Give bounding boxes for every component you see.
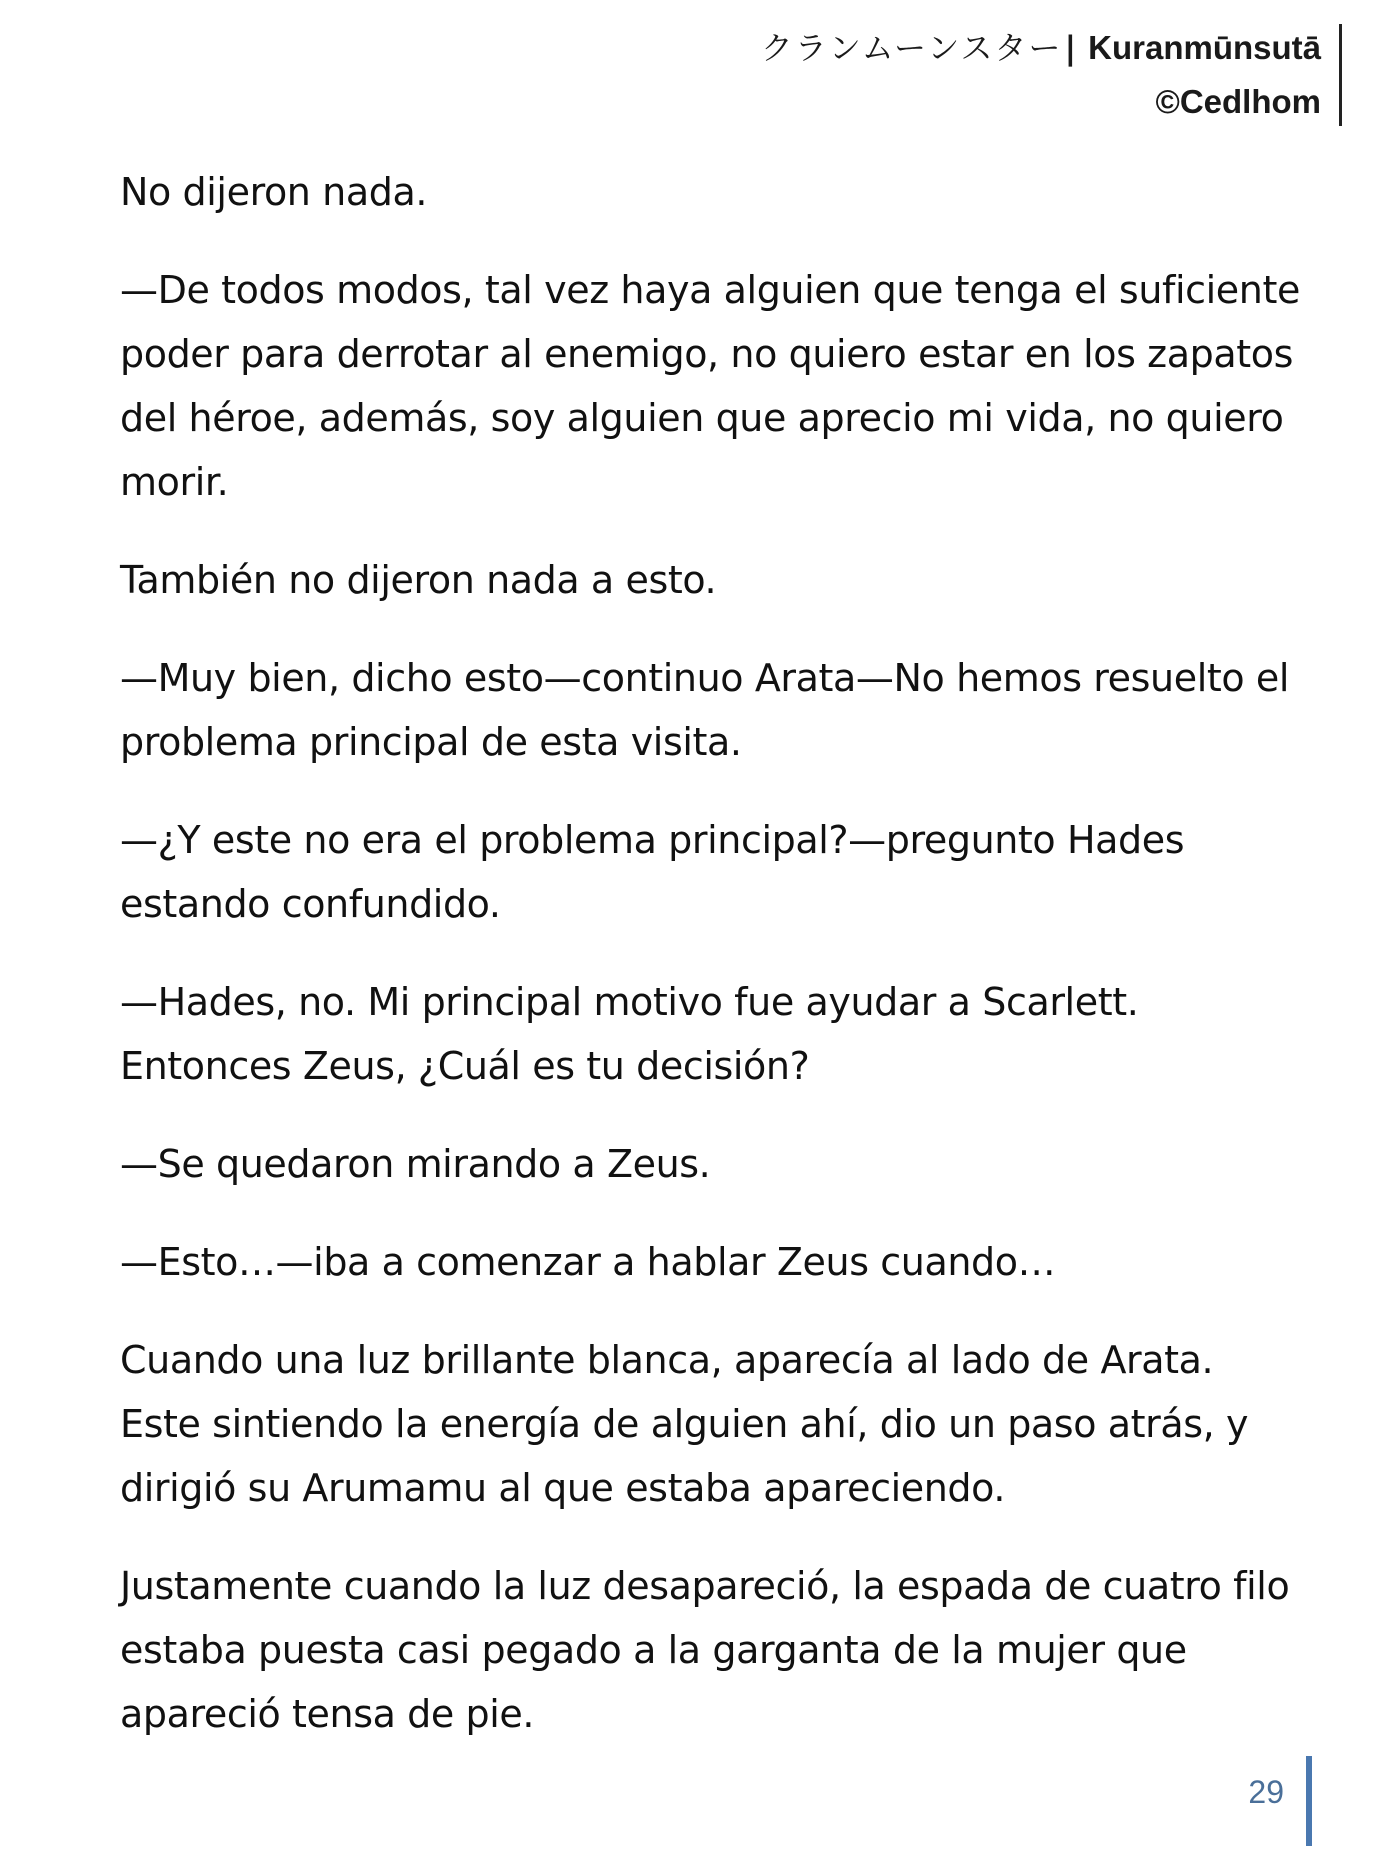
paragraph: —Se quedaron mirando a Zeus. [120, 1142, 711, 1186]
page-body [120, 160, 1300, 1780]
paragraph: —De todos modos, tal vez haya alguien que tenga el suficiente poder para derrotar al enemigo, no quiero estar en los zapatos del héroe, además, soy alguien que aprecio mi vida, no quiero morir. [120, 268, 1300, 504]
paragraph: Cuando una luz brillante blanca, aparecía al lado de Arata. Este sintiendo la energía de alguien ahí, dio un paso atrás, y dirigió su Arumamu al que estaba apareciendo. [120, 1338, 1249, 1510]
romanized-title: Kuranmūnsutā [1088, 29, 1321, 66]
page-number-bar [1306, 1756, 1312, 1846]
paragraph: También no dijeron nada a esto. [120, 558, 717, 602]
japanese-title: クランムーンスター [760, 29, 1063, 67]
page-footer [1248, 1756, 1312, 1846]
paragraph: —Esto…—iba a comenzar a hablar Zeus cuando… [120, 1240, 1056, 1284]
title-separator: | [1064, 29, 1077, 67]
paragraph: Justamente cuando la luz desapareció, la espada de cuatro filo estaba puesta casi pegado a la garganta de la mujer que apareció tensa de pie. [120, 1564, 1290, 1736]
page-number: 29 [1248, 1774, 1284, 1810]
paragraph: —Muy bien, dicho esto—continuo Arata—No hemos resuelto el problema principal de esta visita. [120, 656, 1290, 764]
paragraph: —Hades, no. Mi principal motivo fue ayudar a Scarlett. Entonces Zeus, ¿Cuál es tu decisión? [120, 980, 1139, 1088]
paragraph: No dijeron nada. [120, 170, 428, 214]
copyright-notice: ©Cedlhom [1155, 83, 1321, 120]
header-title-line [761, 24, 1321, 78]
paragraph: —¿Y este no era el problema principal?—pregunto Hades estando confundido. [120, 818, 1185, 926]
page-header [761, 24, 1342, 126]
